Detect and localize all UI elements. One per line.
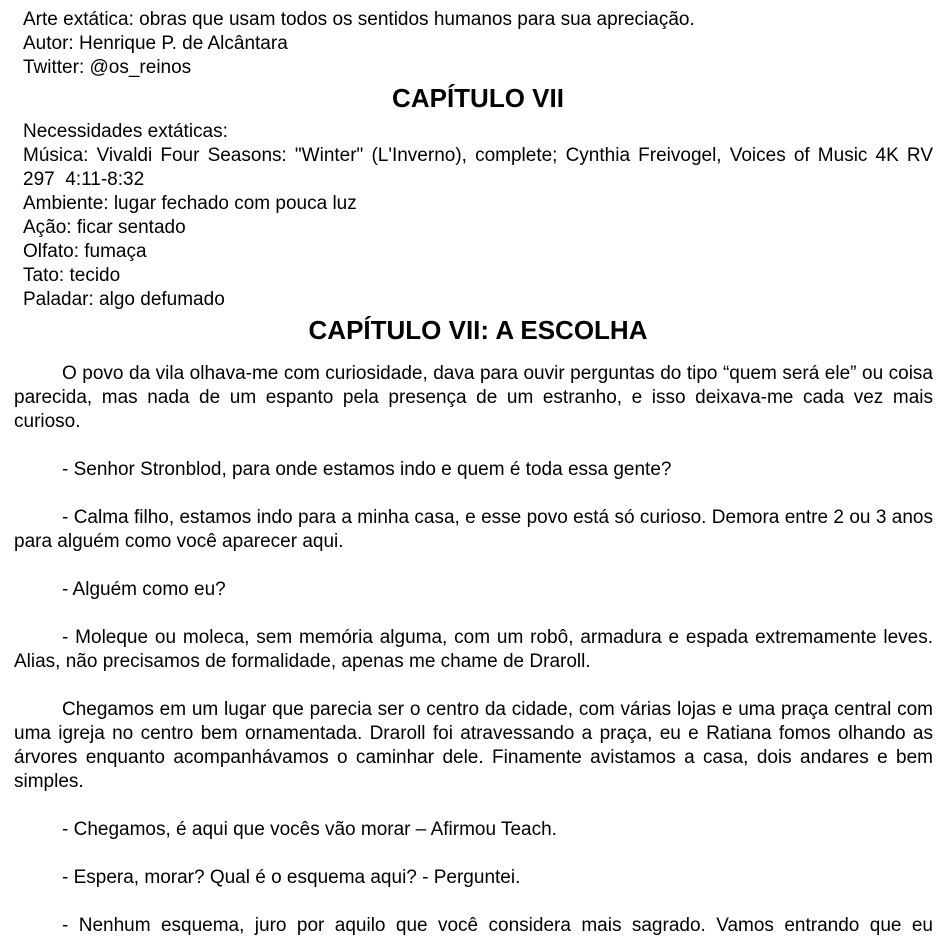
header-line-twitter: Twitter: @os_reinos — [23, 57, 192, 78]
document-header — [23, 8, 933, 80]
needs-line-action: Ação: ficar sentado — [23, 217, 186, 238]
needs-line-smell: Olfato: fumaça — [23, 241, 147, 262]
dialogue-paragraph: - Senhor Stronblod, para onde estamos indo e quem é toda essa gente? — [62, 459, 672, 480]
needs-line-ambience: Ambiente: lugar fechado com pouca luz — [23, 193, 357, 214]
needs-line-title: Necessidades extáticas: — [23, 121, 228, 142]
needs-line-music: Música: Vivaldi Four Seasons: "Winter" (L'Inverno), complete; Cynthia Freivogel, Voices of Music 4K RV 297 4:11-8:32 — [23, 145, 933, 190]
story-body — [14, 362, 933, 938]
dialogue-paragraph: - Espera, morar? Qual é o esquema aqui? - Perguntei. — [62, 867, 521, 888]
needs-line-touch: Tato: tecido — [23, 265, 121, 286]
narrative-paragraph: O povo da vila olhava-me com curiosidade, dava para ouvir perguntas do tipo “quem será ele” ou coisa parecida, mas nada de um espanto pela presença de um estranho, e isso deixava-me cada vez mais curioso. — [14, 363, 933, 432]
header-line-work-description: Arte extática: obras que usam todos os sentidos humanos para sua apreciação. — [23, 9, 695, 30]
ecstatic-needs-list — [23, 120, 933, 312]
header-line-author: Autor: Henrique P. de Alcântara — [23, 33, 288, 54]
dialogue-paragraph: - Calma filho, estamos indo para a minha casa, e esse povo está só curioso. Demora entre 2 ou 3 anos para alguém como você aparecer aqui. — [14, 507, 933, 552]
dialogue-paragraph-truncated: - Nenhum esquema, juro por aquilo que você considera mais sagrado. Vamos entrando que eu — [62, 915, 933, 936]
needs-line-taste: Paladar: algo defumado — [23, 289, 225, 310]
section-title: CAPÍTULO VII: A ESCOLHA — [308, 315, 648, 345]
dialogue-paragraph: - Moleque ou moleca, sem memória alguma, com um robô, armadura e espada extremamente leves. Alias, não precisamos de formalidade, apenas me chame de Draroll. — [14, 627, 933, 672]
dialogue-paragraph: - Chegamos, é aqui que vocês vão morar – Afirmou Teach. — [62, 819, 557, 840]
narrative-paragraph: Chegamos em um lugar que parecia ser o centro da cidade, com várias lojas e uma praça central com uma igreja no centro bem ornamentada. Draroll foi atravessando a praça, eu e Ratiana fomos olhando as árvores enquanto acompanhávamos o caminhar dele. Finamente avistamos a casa, dois andares e bem simples. — [14, 699, 933, 792]
chapter-title: CAPÍTULO VII — [392, 83, 564, 113]
dialogue-paragraph: - Alguém como eu? — [62, 579, 226, 600]
